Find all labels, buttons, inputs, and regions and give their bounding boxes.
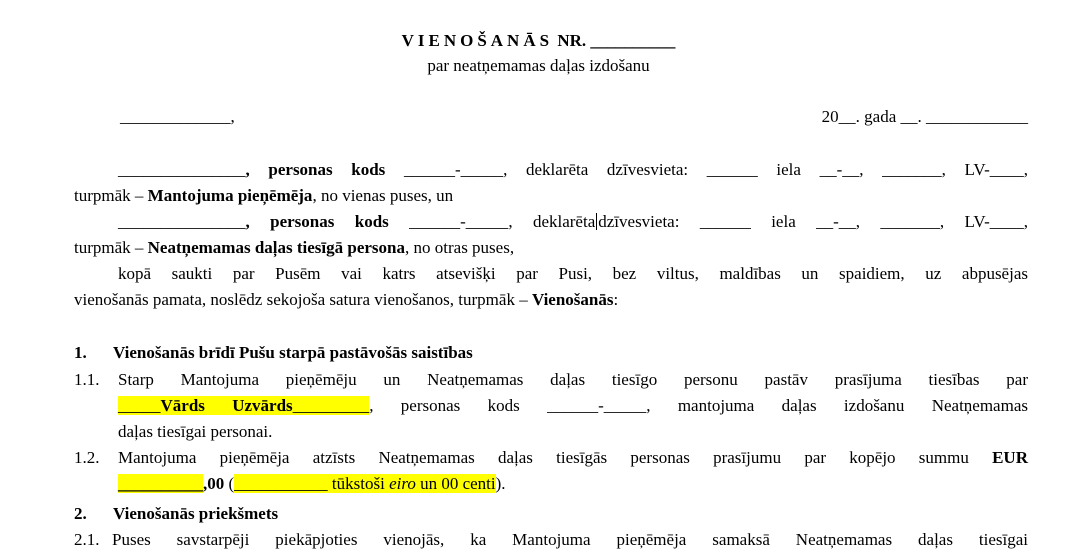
- clause-1-2-line1-text: Mantojuma pieņēmēja atzīsts Neatņemamas daļas tiesīgās personas prasījumu par kopējo summu: [118, 448, 993, 467]
- amount-blank-highlight: __________: [118, 474, 203, 493]
- clause-1-1-line1: Starp Mantojuma pieņēmēju un Neatņemamas daļas tiesīgo personu pastāv prasījuma tiesības par: [118, 370, 1028, 389]
- clause-1-2-number: 1.2.: [74, 448, 100, 467]
- party1-line: [118, 160, 1028, 180]
- clause-1-1-line2-text: , personas kods ______-_____, mantojuma daļas izdošanu Neatņemamas: [369, 396, 1028, 415]
- clause-1-1-highlight: [118, 396, 369, 415]
- party1-pk-value: ______-_____: [385, 160, 504, 179]
- section1-number: 1.: [74, 343, 87, 362]
- party2-pk-label: , personas kods: [245, 212, 389, 231]
- section1-title: Vienošanās brīdī Pušu starpā pastāvošās saistības: [113, 343, 473, 362]
- amount-cents: ,00: [203, 474, 225, 493]
- party1-designation-term: Mantojuma pieņēmēja: [147, 186, 313, 205]
- party2-pk-value: ______-_____: [388, 212, 509, 231]
- party1-designation-pre: turpmāk –: [74, 186, 148, 205]
- title-number: NR. __________: [557, 31, 676, 50]
- paren-open: (: [224, 474, 235, 493]
- party2-address-a: , deklarē: [508, 212, 583, 231]
- party1-designation: [74, 186, 453, 206]
- clause-1-1-hl-pre: _____: [118, 396, 161, 415]
- section2-title: Vienošanās priekšmets: [113, 504, 279, 523]
- amount-words-post: un 00 centi: [415, 474, 496, 493]
- clause-2-1-line1: Puses savstarpēji piekāpjoties vienojās, ka Mantojuma pieņēmēja samaksā Neatņemamas daļas tiesīgai: [112, 530, 1028, 549]
- section2-number: 2.: [74, 504, 87, 523]
- document-subtitle: par neatņemamas daļas izdošanu: [427, 56, 650, 75]
- amount-words-highlight: [328, 474, 496, 493]
- party1-designation-post: , no vienas puses, un: [312, 186, 454, 205]
- document-title: [0, 31, 1077, 51]
- party1-pk-label: , personas kods: [245, 160, 386, 179]
- party2-name-blank: _______________: [118, 212, 246, 231]
- title-main: VIENOŠANĀS: [401, 31, 554, 50]
- amount-words-blank-highlight: ___________: [234, 474, 328, 493]
- place-blank: _____________,: [120, 107, 235, 126]
- paren-close: ).: [495, 474, 506, 493]
- clause-1-2-line1: [118, 448, 1028, 468]
- party2-designation: [74, 238, 514, 258]
- party1-address: , deklarēta dzīvesvieta: ______ iela __-__, _______, LV-____,: [503, 160, 1028, 179]
- together-line2: [74, 290, 618, 310]
- together-line1: kopā saukti par Pusēm vai katrs atsevišķi par Pusi, bez viltus, maldības un spaidiem, uz abpusējas: [118, 264, 1028, 283]
- clause-1-1-line2: [118, 396, 1028, 416]
- together-line2-pre: vienošanās pamata, noslēdz sekojoša satura vienošanos, turpmāk –: [74, 290, 532, 309]
- together-line2-term: Vienošanās: [531, 290, 614, 309]
- clause-1-1-name: Vārds Uzvārds: [160, 396, 293, 415]
- party2-designation-pre: turpmāk –: [74, 238, 148, 257]
- party2-address-b: ta: [582, 212, 596, 231]
- clause-1-2-line2: [118, 474, 506, 494]
- together-line2-post: :: [613, 290, 619, 309]
- clause-1-1-number: 1.1.: [74, 370, 100, 389]
- amount-words-pre: tūkstoši: [327, 474, 390, 493]
- clause-1-1-line3: daļas tiesīgai personai.: [118, 422, 273, 441]
- amount-words-currency: eiro: [389, 474, 416, 493]
- clause-1-2-currency: EUR: [992, 448, 1028, 467]
- clause-1-1-hl-post: _________: [292, 396, 370, 415]
- party1-name-blank: _______________: [118, 160, 246, 179]
- party2-address-c: dzīvesvieta: ______ iela __-__, _______, LV-____,: [598, 212, 1028, 231]
- date-line: 20__. gada __. ____________: [821, 107, 1028, 126]
- party2-designation-term: Neatņemamas daļas tiesīgā persona: [147, 238, 406, 257]
- party2-line: [118, 212, 1028, 232]
- party2-designation-post: , no otras puses,: [405, 238, 515, 257]
- clause-2-1-number: 2.1.: [74, 530, 100, 549]
